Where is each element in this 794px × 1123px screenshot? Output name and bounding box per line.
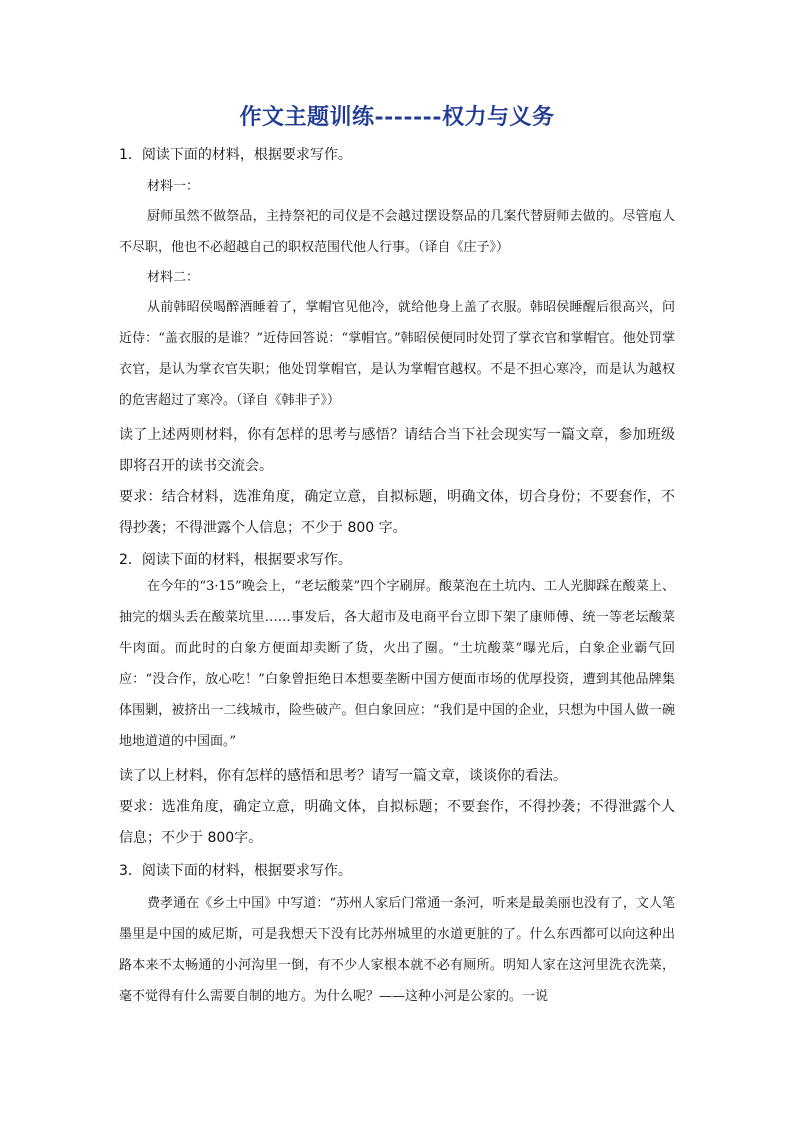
- q2-task: 读了以上材料，你有怎样的感悟和思考？请写一篇文章，谈谈你的看法。: [119, 768, 567, 784]
- q1-material-label-2: 材料二：: [147, 270, 200, 285]
- q1-task: 读了上述两则材料，你有怎样的思考与感悟？请结合当下社会现实写一篇文章，参加班级即将召开的读书交流会。: [119, 427, 675, 474]
- q1-material-2: 从前韩昭侯喝醉酒睡着了，掌帽官见他冷，就给他身上盖了衣服。韩昭侯睡醒后很高兴，问近侍：“盖衣服的是谁？”近侍回答说：“掌帽官。”韩昭侯便同时处罚了掌衣官和掌帽官。他处罚掌衣官，是认为掌衣官失职；他处罚掌帽官，是认为掌帽官越权。不是不担心寒冷，而是认为越权的危害超过了寒冷。（译自《韩非子》）: [119, 300, 675, 408]
- q1-material-1: 厨师虽然不做祭品，主持祭祀的司仪是不会越过摆设祭品的几案代替厨师去做的。尽管庖人不尽职，他也不必超越自己的职权范围代他人行事。（译自《庄子》）: [119, 209, 675, 255]
- q3-prompt: 3．阅读下面的材料，根据要求写作。: [119, 863, 352, 879]
- q1-material-label-1: 材料一：: [147, 179, 200, 194]
- q3-material: 费孝通在《乡土中国》中写道：“苏州人家后门常通一条河，听来是最美丽也没有了，文人笔墨里是中国的威尼斯，可是我想天下没有比苏州城里的水道更脏的了。什么东西都可以向这种出路本来不太畅通的小河沟里一倒，有不少人家根本就不必有厕所。明知人家在这河里洗衣洗菜，毫不觉得有什么需要自制的地方。为什么呢？——这种小河是公家的。一说: [119, 896, 675, 1004]
- q2-prompt: 2．阅读下面的材料，根据要求写作。: [119, 552, 352, 568]
- q1-requirements: 要求：结合材料，选准角度，确定立意，自拟标题，明确文体，切合身份；不要套作，不得抄袭；不得泄露个人信息；不少于 800 字。: [119, 489, 675, 536]
- q2-material: 在今年的“3·15”晚会上，“老坛酸菜”四个字刷屏。酸菜泡在土坑内、工人光脚踩在酸菜上、抽完的烟头丢在酸菜坑里……事发后，各大超市及电商平台立即下架了康师傅、统一等老坛酸菜牛肉面。而此时的白象方便面却卖断了货，火出了圈。“土坑酸菜”曝光后，白象企业霸气回应：“没合作，放心吃！”白象曾拒绝日本想要垄断中国方便面市场的优厚投资，遭到其他品牌集体围剿，被挤出一二线城市，险些破产。但白象回应：“我们是中国的企业，只想为中国人做一碗地地道道的中国面。”: [119, 579, 675, 749]
- q1-prompt: 1．阅读下面的材料，根据要求写作。: [119, 147, 352, 163]
- q2-requirements: 要求：选准角度，确定立意，明确文体，自拟标题；不要套作，不得抄袭；不得泄露个人信息；不少于 800字。: [119, 799, 675, 846]
- document-title: 作文主题训练-------权力与义务: [239, 104, 555, 130]
